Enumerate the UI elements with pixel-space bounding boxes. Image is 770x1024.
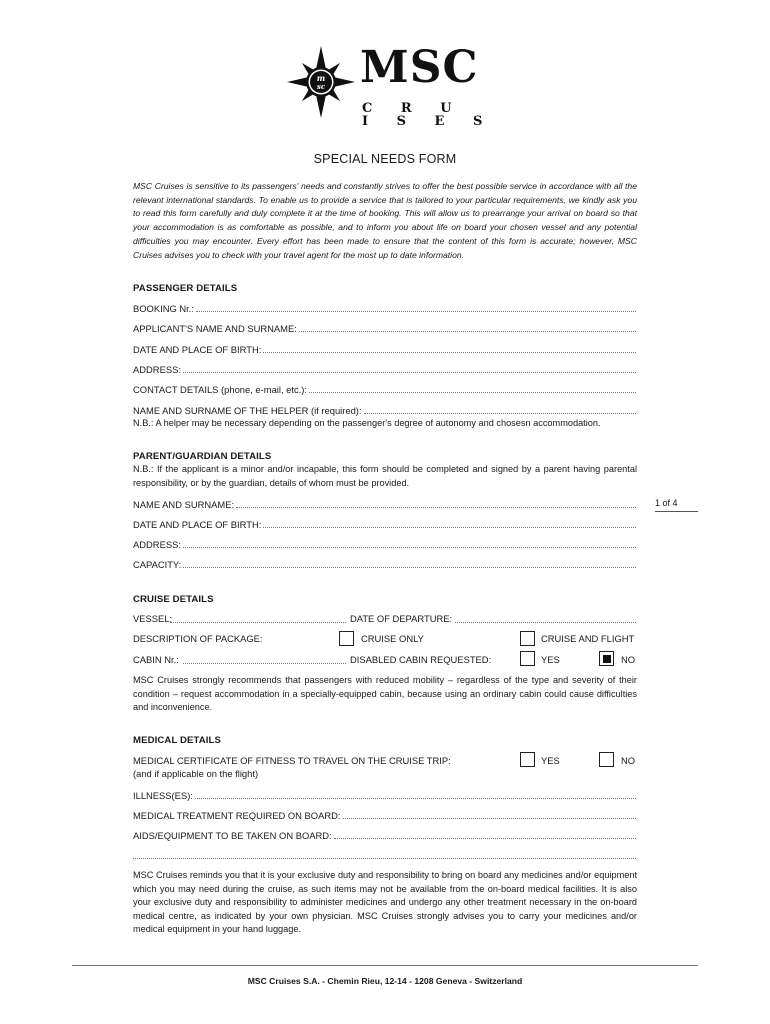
brand-subtitle: C R U I S E S	[362, 101, 495, 129]
emblem-text-bottom: sc	[316, 82, 326, 91]
cabin-label: CABIN Nr.:	[133, 654, 179, 665]
booking-number-label: BOOKING Nr.:	[133, 303, 194, 314]
certificate-no-label: NO	[621, 755, 636, 766]
mobility-note: MSC Cruises strongly recommends that passengers with reduced mobility – regardless of the type and severity of their condition – request accommodation in a specially-equipped cabin, because using an ordinary cabin could cause difficulties and inconvenience.	[133, 675, 637, 713]
msc-cruises-logo	[286, 42, 496, 129]
booking-number-field[interactable]	[133, 302, 636, 316]
medical-details-heading: MEDICAL DETAILS	[133, 735, 222, 746]
departure-input-line[interactable]	[455, 622, 636, 623]
guardian-name-label: NAME AND SURNAME:	[133, 499, 235, 510]
guardian-birth-field[interactable]	[133, 518, 636, 532]
brand-name: MSC	[360, 42, 479, 93]
address-label: ADDRESS:	[133, 364, 181, 375]
illness-label: ILLNESS(ES):	[133, 790, 193, 801]
helper-label: NAME AND SURNAME OF THE HELPER (if required):	[133, 405, 362, 416]
package-label: DESCRIPTION OF PACKAGE:	[133, 633, 263, 644]
helper-field[interactable]	[133, 404, 636, 418]
page-number: 1 of 4	[655, 498, 698, 512]
departure-label: DATE OF DEPARTURE:	[350, 613, 453, 624]
cruise-only-label: CRUISE ONLY	[361, 633, 424, 644]
aids-field[interactable]	[133, 829, 636, 843]
passenger-details-heading: PASSENGER DETAILS	[133, 283, 238, 294]
birth-label: DATE AND PLACE OF BIRTH:	[133, 344, 262, 355]
guardian-capacity-field[interactable]	[133, 558, 636, 572]
birth-field[interactable]	[133, 343, 636, 357]
guardian-birth-label: DATE AND PLACE OF BIRTH:	[133, 519, 262, 530]
disabled-yes-label: YES	[541, 654, 560, 665]
address-field[interactable]	[133, 363, 636, 377]
guardian-details-heading: PARENT/GUARDIAN DETAILS	[133, 451, 272, 462]
guardian-name-field[interactable]	[133, 498, 636, 512]
certificate-sub-label: (and if applicable on the flight)	[133, 768, 259, 779]
applicant-name-label: APPLICANT'S NAME AND SURNAME:	[133, 323, 297, 334]
guardian-note: N.B.: If the applicant is a minor and/or incapable, this form should be completed and signed by a parent having parental responsibility, or by the guardian, details of whom must be provided.	[133, 464, 637, 488]
disabled-yes-checkbox[interactable]	[520, 651, 535, 666]
guardian-address-field[interactable]	[133, 538, 636, 552]
compass-rose-icon	[286, 44, 356, 120]
disabled-no-label: NO	[621, 654, 636, 665]
applicant-name-field[interactable]	[133, 322, 636, 336]
contact-label: CONTACT DETAILS (phone, e-mail, etc.):	[133, 384, 308, 395]
certificate-yes-checkbox[interactable]	[520, 752, 535, 767]
treatment-field[interactable]	[133, 809, 636, 823]
guardian-capacity-label: CAPACITY:	[133, 559, 182, 570]
footer-address: MSC Cruises S.A. - Chemin Rieu, 12-14 - 1208 Geneva - Switzerland	[247, 976, 523, 986]
medicine-note: MSC Cruises reminds you that it is your exclusive duty and responsibility to bring on board any medicines and/or equipment which you may need during the cruise, as such items may not be available from the on-board medical facilities. It is also your exclusive duty and responsibility to administer medicines and undergo any other treatment necessary in the on-board medical centre, as indicated by your own physician. MSC Cruises strongly advises you to carry your medicines and/or medical equipment in your hand luggage.	[133, 870, 637, 935]
cruise-details-heading: CRUISE DETAILS	[133, 594, 214, 605]
cabin-input-line[interactable]	[183, 663, 346, 664]
footer-divider	[72, 965, 698, 966]
page-title: SPECIAL NEEDS FORM	[313, 152, 457, 166]
certificate-label: MEDICAL CERTIFICATE OF FITNESS TO TRAVEL ON THE CRUISE TRIP:	[133, 755, 451, 766]
treatment-label: MEDICAL TREATMENT REQUIRED ON BOARD:	[133, 810, 341, 821]
disabled-no-checkbox[interactable]	[599, 651, 614, 666]
illness-field[interactable]	[133, 789, 636, 803]
vessel-label: VESSEL:	[133, 613, 173, 624]
contact-field[interactable]	[133, 383, 636, 397]
aids-label: AIDS/EQUIPMENT TO BE TAKEN ON BOARD:	[133, 830, 332, 841]
emblem-text-top: m	[316, 73, 326, 83]
certificate-no-checkbox[interactable]	[599, 752, 614, 767]
vessel-input-line[interactable]	[170, 622, 346, 623]
guardian-address-label: ADDRESS:	[133, 539, 181, 550]
disabled-cabin-label: DISABLED CABIN REQUESTED:	[350, 654, 492, 665]
certificate-yes-label: YES	[541, 755, 560, 766]
extra-input-line[interactable]	[133, 858, 636, 859]
helper-note: N.B.: A helper may be necessary depending on the passenger's degree of autonomy and chosesn accommodation.	[133, 418, 601, 428]
cruise-flight-label: CRUISE AND FLIGHT	[541, 633, 635, 644]
cruise-only-checkbox[interactable]	[339, 631, 354, 646]
cruise-flight-checkbox[interactable]	[520, 631, 535, 646]
intro-paragraph: MSC Cruises is sensitive to its passengers' needs and constantly strives to offer the best possible service in accordance with all the relevant international standards. To enable us to provide a service that is tailored to your particular requirements, we kindly ask you to read this form carefully and duly complete it at the time of booking. This will allow us to prearrange your arrival on board so that your accommodation is as comfortable as possible, and to inform you about life on board your chosen vessel and any potential difficulties you may encounter. Every effort has been made to ensure that the content of this form is accurate; however, MSC Cruises advises you to check with your travel agent for the most up to date information.	[133, 181, 637, 260]
